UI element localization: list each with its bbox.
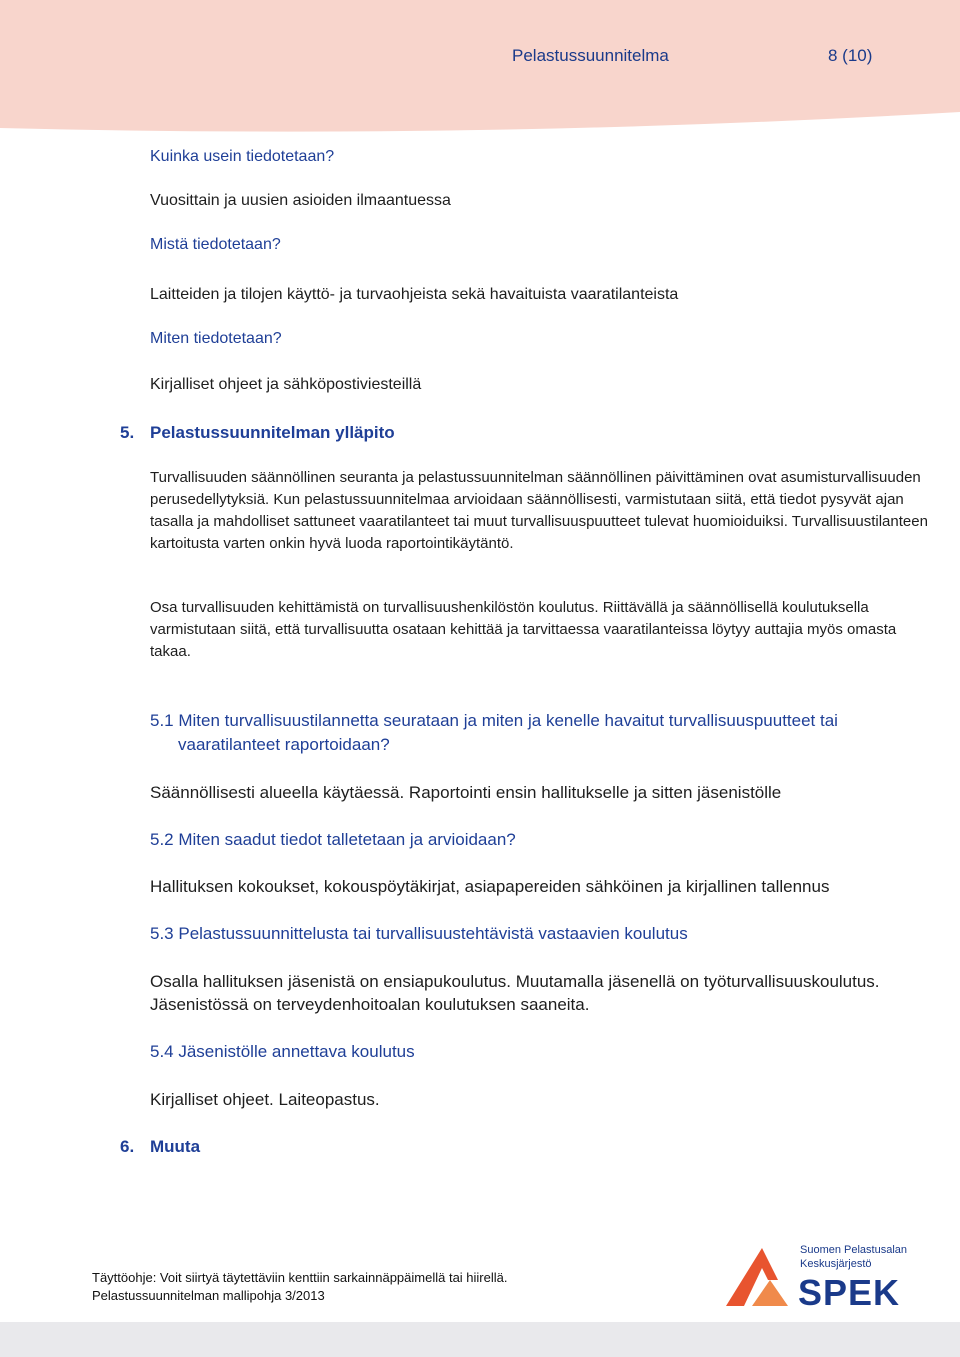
section-5-2-answer[interactable]: Hallituksen kokoukset, kokouspöytäkirjat, asiapapereiden sähköinen ja kirjallinen tallennus xyxy=(150,877,830,896)
section-5-2-title: 5.2 Miten saadut tiedot talletetaan ja arvioidaan? xyxy=(150,830,516,849)
answer-how[interactable]: Kirjalliset ohjeet ja sähköpostiviesteillä xyxy=(150,376,422,393)
bottom-bar xyxy=(0,1322,960,1357)
answer-from-what[interactable]: Laitteiden ja tilojen käyttö- ja turvaohjeista sekä havaituista vaaratilanteista xyxy=(150,286,679,303)
training-paragraph: Osa turvallisuuden kehittämistä on turvallisuushenkilöstön koulutus. Riittävällä ja säännöllisellä koulutuksella varmistutaan siitä, että turvallisuutta osataan kehittää ja tarvittaessa vaaratilanteissa löytyy auttajia myös omasta takaa. xyxy=(150,599,897,660)
section-6-title: Muuta xyxy=(150,1137,201,1156)
section-5-number: 5. xyxy=(120,423,135,442)
logo-spek: SPEK xyxy=(798,1272,901,1313)
section-5-3-title: 5.3 Pelastussuunnittelusta tai turvallisuustehtävistä vastaavien koulutus xyxy=(150,924,688,943)
maintenance-paragraph: Turvallisuuden säännöllinen seuranta ja pelastussuunnitelman säännöllinen päivittäminen ovat asumisturvallisuuden perusedellytyksiä. Kun pelastussuunnitelmaa arvioidaan säännöllisesti, varmistutaan siitä, että tiedot pysyvät ajan tasalla ja mahdolliset sattuneet vaaratilanteet tai muut turvallisuuspuutteet tulevat huomioiduiksi. Turvallisuustilanteen kartoitusta varten onkin hyvä luoda raportointikäytäntö. xyxy=(150,469,928,552)
logo-org-line2: Keskusjärjestö xyxy=(800,1258,872,1270)
section-5-3-answer-line2[interactable]: Jäsenistössä on terveydenhoitoalan koulutuksen saaneita. xyxy=(150,995,590,1014)
question-from-what: Mistä tiedotetaan? xyxy=(150,236,281,253)
question-how: Miten tiedotetaan? xyxy=(150,330,282,347)
header-page-number: 8 (10) xyxy=(828,46,873,65)
question-how-often: Kuinka usein tiedotetaan? xyxy=(150,148,335,165)
section-6-number: 6. xyxy=(120,1137,135,1156)
footer-instruction: Täyttöohje: Voit siirtyä täytettäviin kenttiin sarkainnäppäimellä tai hiirellä. xyxy=(92,1270,508,1285)
section-5-3-answer-line1[interactable]: Osalla hallituksen jäsenistä on ensiapukoulutus. Muutamalla jäsenellä on työturvallisuuskoulutus. xyxy=(150,972,880,991)
section-5-4-answer[interactable]: Kirjalliset ohjeet. Laiteopastus. xyxy=(150,1090,380,1109)
answer-how-often[interactable]: Vuosittain ja uusien asioiden ilmaantuessa xyxy=(150,192,451,209)
section-5-1-title-line2: vaaratilanteet raportoidaan? xyxy=(178,735,390,754)
section-5-1-answer[interactable]: Säännöllisesti alueella käytäessä. Raportointi ensin hallitukselle ja sitten jäsenistölle xyxy=(150,783,782,802)
section-5-title: Pelastussuunnitelman ylläpito xyxy=(150,423,395,442)
header-title: Pelastussuunnitelma xyxy=(512,46,669,65)
spek-logo xyxy=(722,1240,922,1320)
header-band xyxy=(0,0,960,140)
section-5-4-title: 5.4 Jäsenistölle annettava koulutus xyxy=(150,1042,415,1061)
logo-org-line1: Suomen Pelastusalan xyxy=(800,1244,908,1256)
footer-template-version: Pelastussuunnitelman mallipohja 3/2013 xyxy=(92,1288,325,1303)
section-5-1-title-line1: 5.1 Miten turvallisuustilannetta seurataan ja miten ja kenelle havaitut turvallisuuspuutteet tai xyxy=(150,711,838,730)
